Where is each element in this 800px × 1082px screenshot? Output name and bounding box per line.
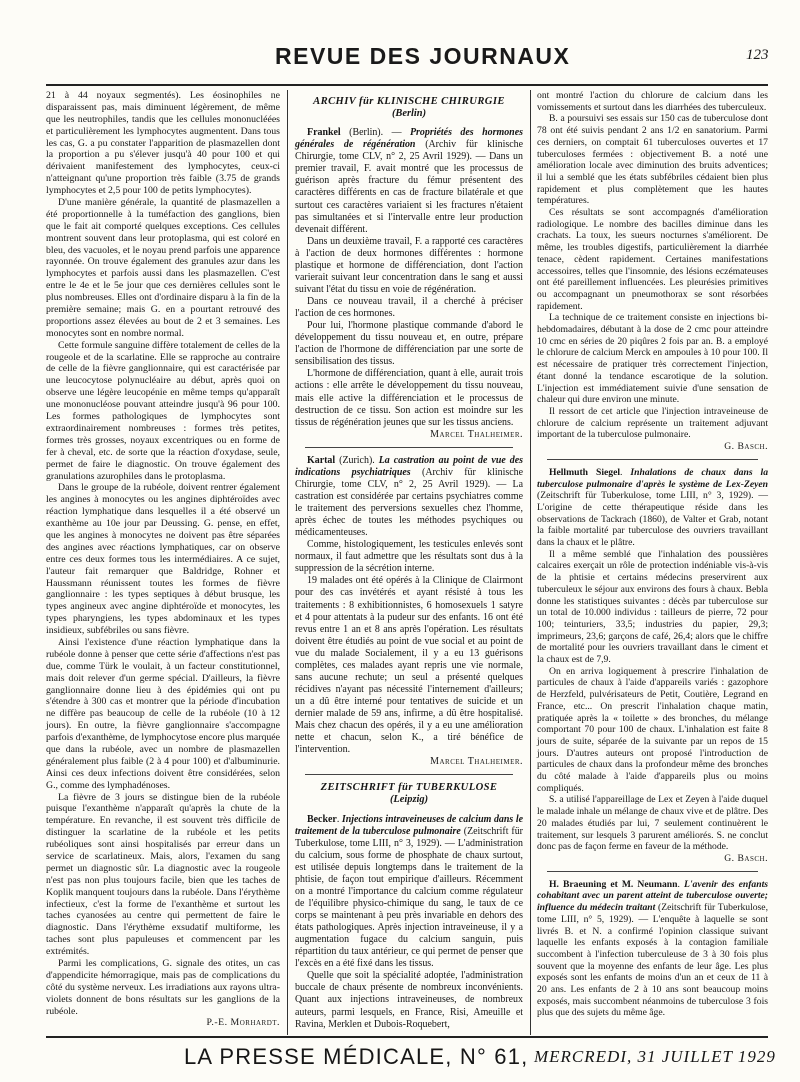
paragraph: Dans ce nouveau travail, il a cherché à préciser l'action de ces hormones. bbox=[295, 296, 523, 320]
author-signature: G. Basch. bbox=[724, 853, 768, 864]
column-3 bbox=[537, 90, 768, 1019]
paragraph: Pour lui, l'hormone plastique commande d'abord le développement du tissu nouveau et, en outre, prépare l'action de l'hormone de différenciation par une sorte de sensibilisation des tissus. bbox=[295, 320, 523, 368]
paragraph: L'hormone de différenciation, quant à elle, aurait trois actions : elle arrête le développement du tissu nouveau, mais elle active la différenciation et le processus de destruction de ce tissu. Son action est moindre sur les tissus de régénération jeunes que sur les tissus anciens. bbox=[295, 368, 523, 428]
paragraph: S. a utilisé l'appareillage de Lex et Zeyen à l'aide duquel le malade inhale un mélange de chaux vive et de plâtre. Des 20 malades étudiés par lui, 7 seulement continuèrent le traitement, sur lesquels 3 parurent améliorés. S. ne conclut donc pas de façon ferme en faveur de la méthode. bbox=[537, 794, 768, 853]
article-author: Kartal bbox=[307, 454, 336, 466]
article-abstract: Hellmuth Siegel. Inhalations de chaux dans la tuberculose pulmonaire d'après le système de Lex-Zeyen (Zeitschrift für Tuberkulose, tome LIII, n° 3, 1929). — L'origine de cette thérapeutique réside dans les observations de Tackrach (1860), de Valter et Grab, notant la faible mortalité par tuberculose des ouvriers travaillant dans la chaux et le plâtre. bbox=[537, 466, 769, 549]
article-separator bbox=[547, 871, 758, 872]
article-abstract: Becker. Injections intraveineuses de calcium dans le traitement de la tuberculose pulmonaire (Zeitschrift für Tuberkulose, tome LIII, n° 3, 1929). — L'administration du calcium, sous forme de phosphate de chaux surtout, est utilisée depuis longtemps dans le traitement de la phtisie, de façon tout empirique d'ailleurs. Récemment on a montré l'importance du calcium comme régulateur de l'équilibre physico-chimique du sang, le taux de ce corps se maintenant à peu près invariable en dehors des états pathologiques. Après injection intraveineuse, il y a augmentation fugace du calcium sanguin, puis répartition du taux antérieur, ce qui permet de penser que l'excès en a été fixé dans les tissus. bbox=[295, 813, 524, 970]
article-author: H. Braeuning et M. Neumann bbox=[549, 878, 678, 890]
header-rule bbox=[46, 84, 768, 86]
paragraph: Il a même semblé que l'inhalation des poussières calcaires exerçait un rôle de protection indéniable vis-à-vis de la phtisie et certains médecins preservirent aux tuberculeux le séjour aux environs des fours à chaux. Bebla donne les statistiques suivantes : décès par tuberculose sur un total de 10.000 individus : tailleurs de pierre, 72 pour 100; teinturiers, 33,5; industries du papier, 29,3; imprimeurs, 23,6; garçons de café, 26,4; alors que le chiffre de mortalité pour les ouvriers travaillant dans le ciment et la chaux est de 7,9. bbox=[537, 548, 768, 666]
article-abstract: H. Braeuning et M. Neumann. L'avenir des enfants cohabitant avec un parent atteint de tuberculose ouverte; influence du médecin traitant (Zeitschrift für Tuberkulose, tome LIII, n° 5, 1929). — L'enquête à laquelle se sont livrés B. et N. a confirmé l'opinion classique suivant laquelle les enfants exposés à la contagion familiale succombent à l'infection tuberculeuse de 3 à 30 fois plus souvent que la moyenne des enfants de leur âge. Les plus exposés sont les enfants de moins d'un an et ceux de 11 à 20 ans. Les enfants de 2 à 10 ans sont beaucoup moins exposés, mais succombent néanmoins de tuberculose 3 fois plus que des sujets du même âge. bbox=[537, 878, 769, 1019]
article-author: Frankel bbox=[307, 127, 341, 139]
footer-rule bbox=[46, 1036, 768, 1038]
paragraph: 21 à 44 noyaux segmentés). Les éosinophiles ne disparaissent pas, mais diminuent légèrement, de même que les neutrophiles, tandis que les cellules mononucléées et particulièrement les lymphocytes augmentent. Dans tous les cas, G. a pu constater l'apparition de plasmazellen dont la proportion a pu s'élever jusqu'à 40 pour 100 et qui dérivaient manifestement des lymphocytes, ceux-ci n'atteignant qu'une proportion très faible (3.75 de grands lymphocytes et 2,5 pour 100 de petits lymphocytes). bbox=[46, 90, 280, 197]
paragraph: B. a poursuivi ses essais sur 150 cas de tuberculose dont 78 ont été suivis pendant 2 ans 1/2 en sanatorium. Parmi ces derniers, on comptait 61 tuberculoses ouvertes et 17 tuberculoses fermées : objectivement B. a noté une amélioration locale avec diminution des bruits adventices; il lui a semblé que les états subfébriles cédaient bien plus rapidement et plus complètement que les hautes températures. bbox=[537, 113, 768, 207]
article-abstract: Frankel (Berlin). — Propriétés des hormones générales de régénération (Archiv für klinische Chirurgie, tome CLV, n° 2, 25 Avril 1929). — Dans un premier travail, F. avait montré que les processus de guérison après fracture du fémur présentent des caractères différents en cas de fracture bilatérale et que surtout ces caractères variaient si les fractures n'étaient pas simultanées et si l'intervalle entre leur production devenait différent. bbox=[295, 127, 523, 235]
page-footer bbox=[46, 1040, 776, 1070]
article-title: Propriétés des hormones générales de régénération bbox=[295, 127, 523, 151]
article-title: Injections intraveineuses de calcium dans le traitement de la tuberculose pulmonaire bbox=[295, 813, 524, 837]
author-signature: G. Basch. bbox=[724, 441, 768, 453]
journal-heading: ZEITSCHRIFT für TUBERKULOSE bbox=[320, 782, 498, 794]
article-separator bbox=[547, 459, 758, 460]
paragraph: La fièvre de 3 jours se distingue bien de la rubéole puisque l'exanthème n'apparaît qu'après la chute de la température. En revanche, il est souvent très difficile de distinguer la scarlatine de la rubéole et les petits rubéoliques sont ainsi hospitalisés par erreur dans un service de scarlatineux. Mais, alors, l'examen du sang permet un diagnostic sûr. La diagnostic avec la rougeole n'est pas non plus toujours facile, bien que les taches de Koplik manquent toujours dans la rubéole. Dans l'érythème infectieux, c'est la forme de l'exanthème et surtout les taches cyanosées au centre qui permettent de faire le diagnostic. Dans l'érythème exsudatif multiforme, les taches sont plus papuleuses et commencent par les extrémités. bbox=[46, 791, 280, 958]
column-1 bbox=[46, 90, 280, 1029]
paragraph: Comme, histologiquement, les testicules enlevés sont normaux, il faut admettre que les résultats sont dus à la suppression de la sécrétion interne. bbox=[295, 539, 523, 575]
page-header bbox=[0, 0, 800, 88]
paragraph: 19 malades ont été opérés à la Clinique de Clairmont pour des cas invétérés et ayant résisté à tous les traitements : 8 exhibitionnistes, 6 homosexuels 1 satyre et 4 pour attentats à la pudeur sur des enfants. 16 ont été revus entre 1 an et 8 ans après l'opération. Les résultats doivent être étudiés au point de vue social et au point de vue du malade Socialement, il y a eu 13 guérisons complètes, ces malades ayant repris une vie normale, sans aucune rechute; un seul a présenté quelques récidives n'ayant pas nécessité l'internement d'ailleurs; un a dû être interné pour tentatives de suicide et un dernier malade de 59 ans, infirme, a dû être hospitalisé. Mais chez chacun des opérés, il y a eu une amélioration nette et chacun, selon K., a tiré bénéfice de l'intervention. bbox=[295, 575, 523, 756]
paragraph: D'une manière générale, la quantité de plasmazellen a été proportionnelle à la tuméfaction des ganglions, bien que le fait ait comporté quelques exceptions. Ces cellules montrent souvent dans leur protoplasma, qui est coloré en bleu, des vacuoles, et le noyau prend parfois une apparence rayonnée. On trouve également des granules azur dans les lymphocytes et parfois aussi dans les plasmazellen. C'est entre le 4e et le 5e jour que ces dernières cellules sont le plus nombreuses. Elles ont d'ordinaire disparu à la fin de la première semaine; mais G. en a pourtant retrouvé des proportions assez élevées au bout de 2 et 3 semaines. Les monocytes sont en nombre normal. bbox=[46, 197, 280, 339]
column-divider bbox=[287, 90, 288, 1035]
article-title: L'avenir des enfants cohabitant avec un parent atteint de tuberculose ouverte; influence du médecin traitant bbox=[537, 878, 769, 914]
issue-date: MERCREDI, 31 JUILLET 1929 bbox=[534, 1047, 776, 1066]
article-separator bbox=[305, 447, 513, 448]
article-author: Becker bbox=[307, 813, 337, 825]
paragraph: La technique de ce traitement consiste en injections bi-hebdomadaires, débutant à la dose de 2 cmc pour atteindre 10 cmc en séries de 20 piqûres 2 fois par an. B. a employé le chlorure de calcium Merck en ampoules à 10 pour 100. Il est nécessaire de pratiquer très correctement l'injection, étant donné la tendance escarotique de la solution. L'injection est immédiatement suivie d'une sensation de chaleur qui dure environ une minute. bbox=[537, 312, 768, 406]
author-signature: Marcel Thalheimer. bbox=[430, 756, 523, 768]
paragraph: Parmi les complications, G. signale des otites, un cas d'appendicite hémorragique, mais pas de complications du côté du système nerveux. Les irradiations aux rayons ultra-violets donnent de bons résultats sur les ganglions de la rubéole. bbox=[46, 958, 280, 1017]
article-separator bbox=[305, 774, 513, 775]
paragraph: On en arriva logiquement à prescrire l'inhalation de particules de chaux à l'aide d'appareils variés : gazophore de Herzfeld, pulvérisateurs de Petit, Coutière, Legrand en France, etc... On prescrit l'inhalation chaque matin, pratiquée après la « toilette » des bronches, du mélange comportant 70 pour 100 de chaux. L'inhalation est faite 8 jours de suite, séparée de la suivante par un repos de 15 jours. D'autres auteurs ont proposé l'introduction de particules de chaux dans la profondeur même des bronches du côté malade à l'aide d'appareils plus ou moins compliqués. bbox=[537, 665, 768, 794]
journal-city: (Berlin) bbox=[391, 108, 427, 120]
paragraph: Dans le groupe de la rubéole, doivent rentrer également les angines à monocytes ou les angines diphtéroïdes avec réaction lymphatique dans lesquelles il a été observé un exanthème au 10e jour par Deussing. G. pense, en effet, que les angines à monocytes ne doivent pas être séparées des angines avec réactions lymphatiques, car on observe entre ces deux formes tous les intermédiaires. A ce sujet, l'auteur fait remarquer que Baldridge, Rohner et Haussmann réunissent toutes les formes de fièvre ganglionnaire : les types septiques à début brusque, les types angineux avec angine diphtéroïde et monocytes, les types pharyngiens, les types abdominaux et les types insidieux, subfébriles ou sans fièvre. bbox=[46, 482, 280, 637]
article-author: Hellmuth Siegel bbox=[549, 466, 621, 478]
author-signature: P.-E. Morhardt. bbox=[206, 1017, 280, 1029]
journal-city: (Leipzig) bbox=[389, 794, 429, 806]
paragraph: Il ressort de cet article que l'injection intraveineuse de chlorure de calcium représente un traitement adjuvant important de la tuberculose pulmonaire. bbox=[537, 405, 768, 441]
article-title: Inhalations de chaux dans la tuberculose pulmonaire d'après le système de Lex-Zeyen bbox=[537, 466, 769, 490]
article-abstract: Kartal (Zurich). La castration au point de vue des indications psychiatriques (Archiv für klinische Chirurgie, tome CLV, n° 2, 25 Avril 1929). — La castration est considérée par certains psychiatres comme le traitement des perversions sexuelles chez l'homme, après échec de toutes les méthodes psychiques ou médicamenteuses. bbox=[295, 454, 524, 539]
journal-heading: ARCHIV für KLINISCHE CHIRURGIE bbox=[313, 96, 505, 107]
paragraph: ont montré l'action du chlorure de calcium dans les vomissements et surtout dans les diarrhées des tuberculeux. bbox=[537, 90, 768, 113]
article-title: La castration au point de vue des indications psychiatriques bbox=[295, 454, 524, 478]
column-divider bbox=[530, 90, 531, 1035]
paragraph: Ainsi l'existence d'une réaction lymphatique dans la rubéole donne à penser que cette série d'affections n'est pas due, comme Türk le voulait, à un facteur constitutionnel, mais doit relever d'un germe spécial. D'ailleurs, la fièvre ganglionnaire donne lieu à des épidémies qui ont pu s'étendre à 300 cas et montrer que la période d'incubation ne diffère pas beaucoup de celle de la rubéole (10 à 12 jours). En outre, la fièvre ganglionnaire s'accompagne parfois d'exanthème, de lymphocytose encore plus marquée que dans la rubéole, avec un nombre de plasmazellen généralement plus faible (2 à 4 pour 100) et d'albuminurie. Ainsi ces deux infections doivent être considérées, selon G., comme des lymphadénoses. bbox=[46, 636, 280, 791]
paragraph: Ces résultats se sont accompagnés d'amélioration radiologique. Le nombre des bacilles diminue dans les crachats. La toux, les sueurs nocturnes s'améliorent. De même, les troubles digestifs, particulièrement la diarrhée tenace, cèdent rapidement. Certaines manifestations accessoires, telles que l'insomnie, des lésions eczémateuses ont été pareillement influencées. Les pleurésies primitives ou accompagnant un pneumothorax se sont résorbées rapidement. bbox=[537, 207, 768, 312]
running-title: REVUE DES JOURNAUX bbox=[275, 43, 571, 69]
column-2 bbox=[295, 90, 523, 1031]
author-signature: Marcel Thalheimer. bbox=[430, 428, 523, 440]
page-number: 123 bbox=[746, 47, 769, 63]
paragraph: Quelle que soit la spécialité adoptée, l'administration buccale de chaux présente de nombreux inconvénients. Quant aux injections intraveineuses, de nombreux auteurs, parmi lesquels, en France, Risi, Ameuille et Ravina, Merklen et Dubois-Roquebert, bbox=[295, 970, 523, 1030]
paragraph: Dans un deuxième travail, F. a rapporté ces caractères à l'action de deux hormones différentes : hormone plastique et hormone de différenciation, dont l'action varierait suivant leur concentration dans le sang et aussi suivant l'état du tissu en voie de régénération. bbox=[295, 235, 523, 295]
journal-name: LA PRESSE MÉDICALE, N° 61, bbox=[184, 1044, 529, 1069]
paragraph: Cette formule sanguine diffère totalement de celles de la rougeole et de la scarlatine. Elle se rapproche au contraire de celle de la fièvre ganglionnaire, qui est caractérisée par une leucocytose polynucléaire au début, après quoi on observe une légère leucopénie en même temps qu'apparaît une mononucléose pouvant atteindre jusqu'à 96 pour 100. Les formes pathologiques de lymphocytes sont extraordinairement nombreuses : formes très petites, formes très grosses, noyaux excentriques ou en forme de fer à cheval, etc. de sorte que la réaction d'oxydase, seule, permet de faire le diagnostic. On trouve également des granulations azurophiles dans le protoplasma. bbox=[46, 339, 280, 482]
